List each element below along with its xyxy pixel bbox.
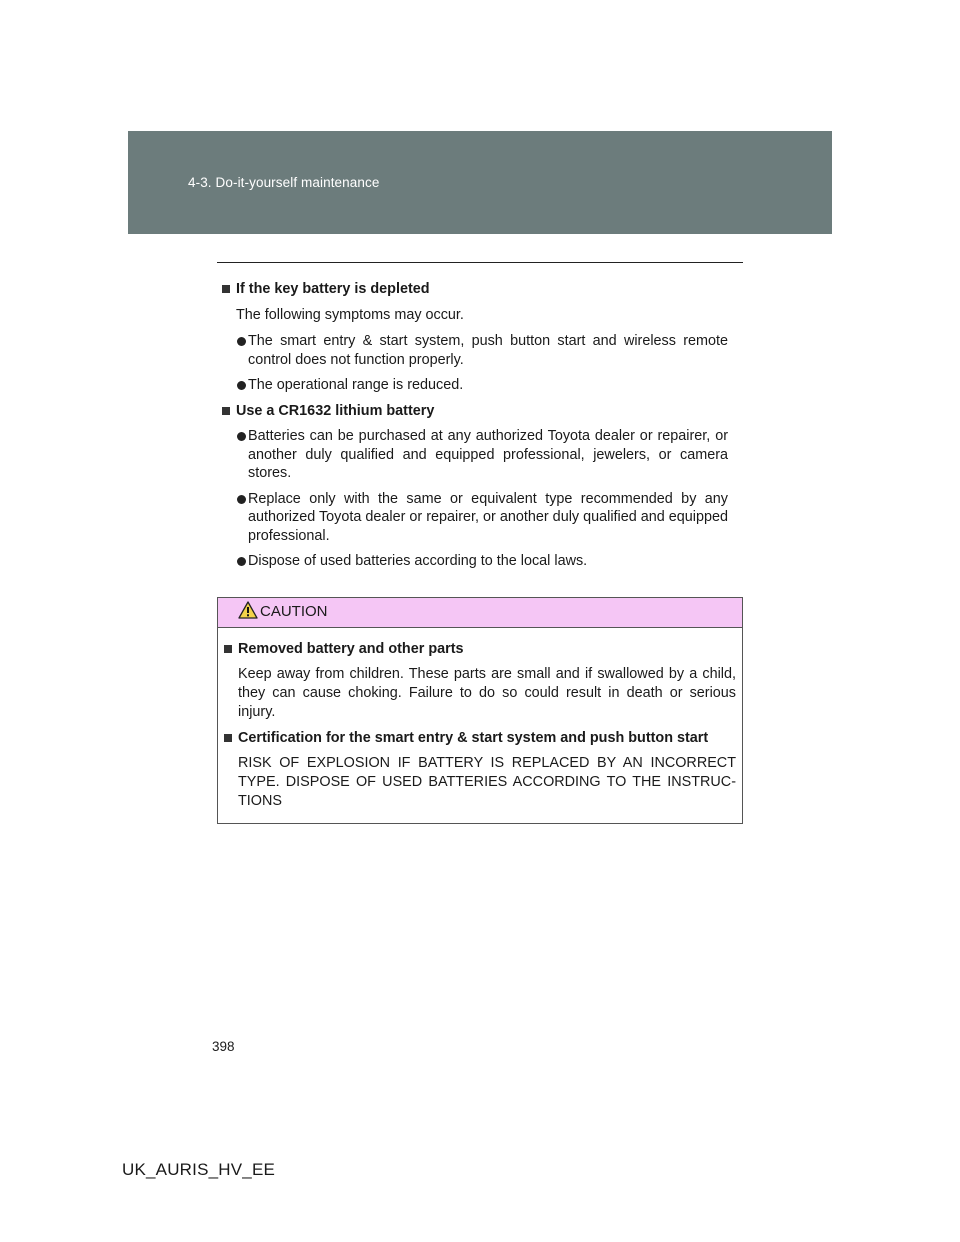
square-bullet-icon [222,285,230,293]
caution-text: Keep away from children. These parts are small and if swallowed by a child, they can cause choking. Failure to do so could result in death or serious injury. [238,666,736,720]
section-intro: The following symptoms may occur. [236,306,464,323]
section-header-band [128,131,832,234]
caution-box [217,597,743,824]
warning-icon [238,601,258,619]
caution-title: CAUTION [260,603,328,620]
round-bullet-icon [237,557,246,566]
square-bullet-icon [224,645,232,653]
list-item: Dispose of used batteries according to the local laws. [222,552,728,571]
round-bullet-icon [237,432,246,441]
page-number: 398 [212,1039,235,1054]
list-item: The operational range is reduced. [222,376,728,395]
list-item: Batteries can be purchased at any authorized Toyota dealer or repairer, or another duly qualified and equipped professional, jewelers, or camera stores. [222,427,728,483]
document-code: UK_AURIS_HV_EE [122,1160,276,1179]
square-bullet-icon [222,407,230,415]
section-divider [217,262,743,263]
main-content [222,280,728,578]
caution-heading: Removed battery and other parts [224,640,736,659]
round-bullet-icon [237,337,246,346]
section-heading: If the key battery is depleted [222,280,728,299]
list-item: Replace only with the same or equivalent type recommended by any authorized Toyota dealer or repairer, or another duly qualified and equipped professional. [222,490,728,546]
section-title: 4-3. Do-it-yourself maintenance [188,175,380,190]
round-bullet-icon [237,381,246,390]
caution-heading: Certification for the smart entry & start system and push button start [224,729,736,748]
caution-header [218,598,742,628]
square-bullet-icon [224,734,232,742]
list-item: The smart entry & start system, push button start and wireless remote control does not function properly. [222,332,728,369]
round-bullet-icon [237,495,246,504]
section-heading: Use a CR1632 lithium battery [222,402,728,421]
caution-body [218,628,742,811]
caution-text: RISK OF EXPLOSION IF BATTERY IS REPLACED BY AN INCORRECT TYPE. DISPOSE OF USED BATTERIES ACCORDING TO THE INSTRUC-TIONS [238,755,736,809]
